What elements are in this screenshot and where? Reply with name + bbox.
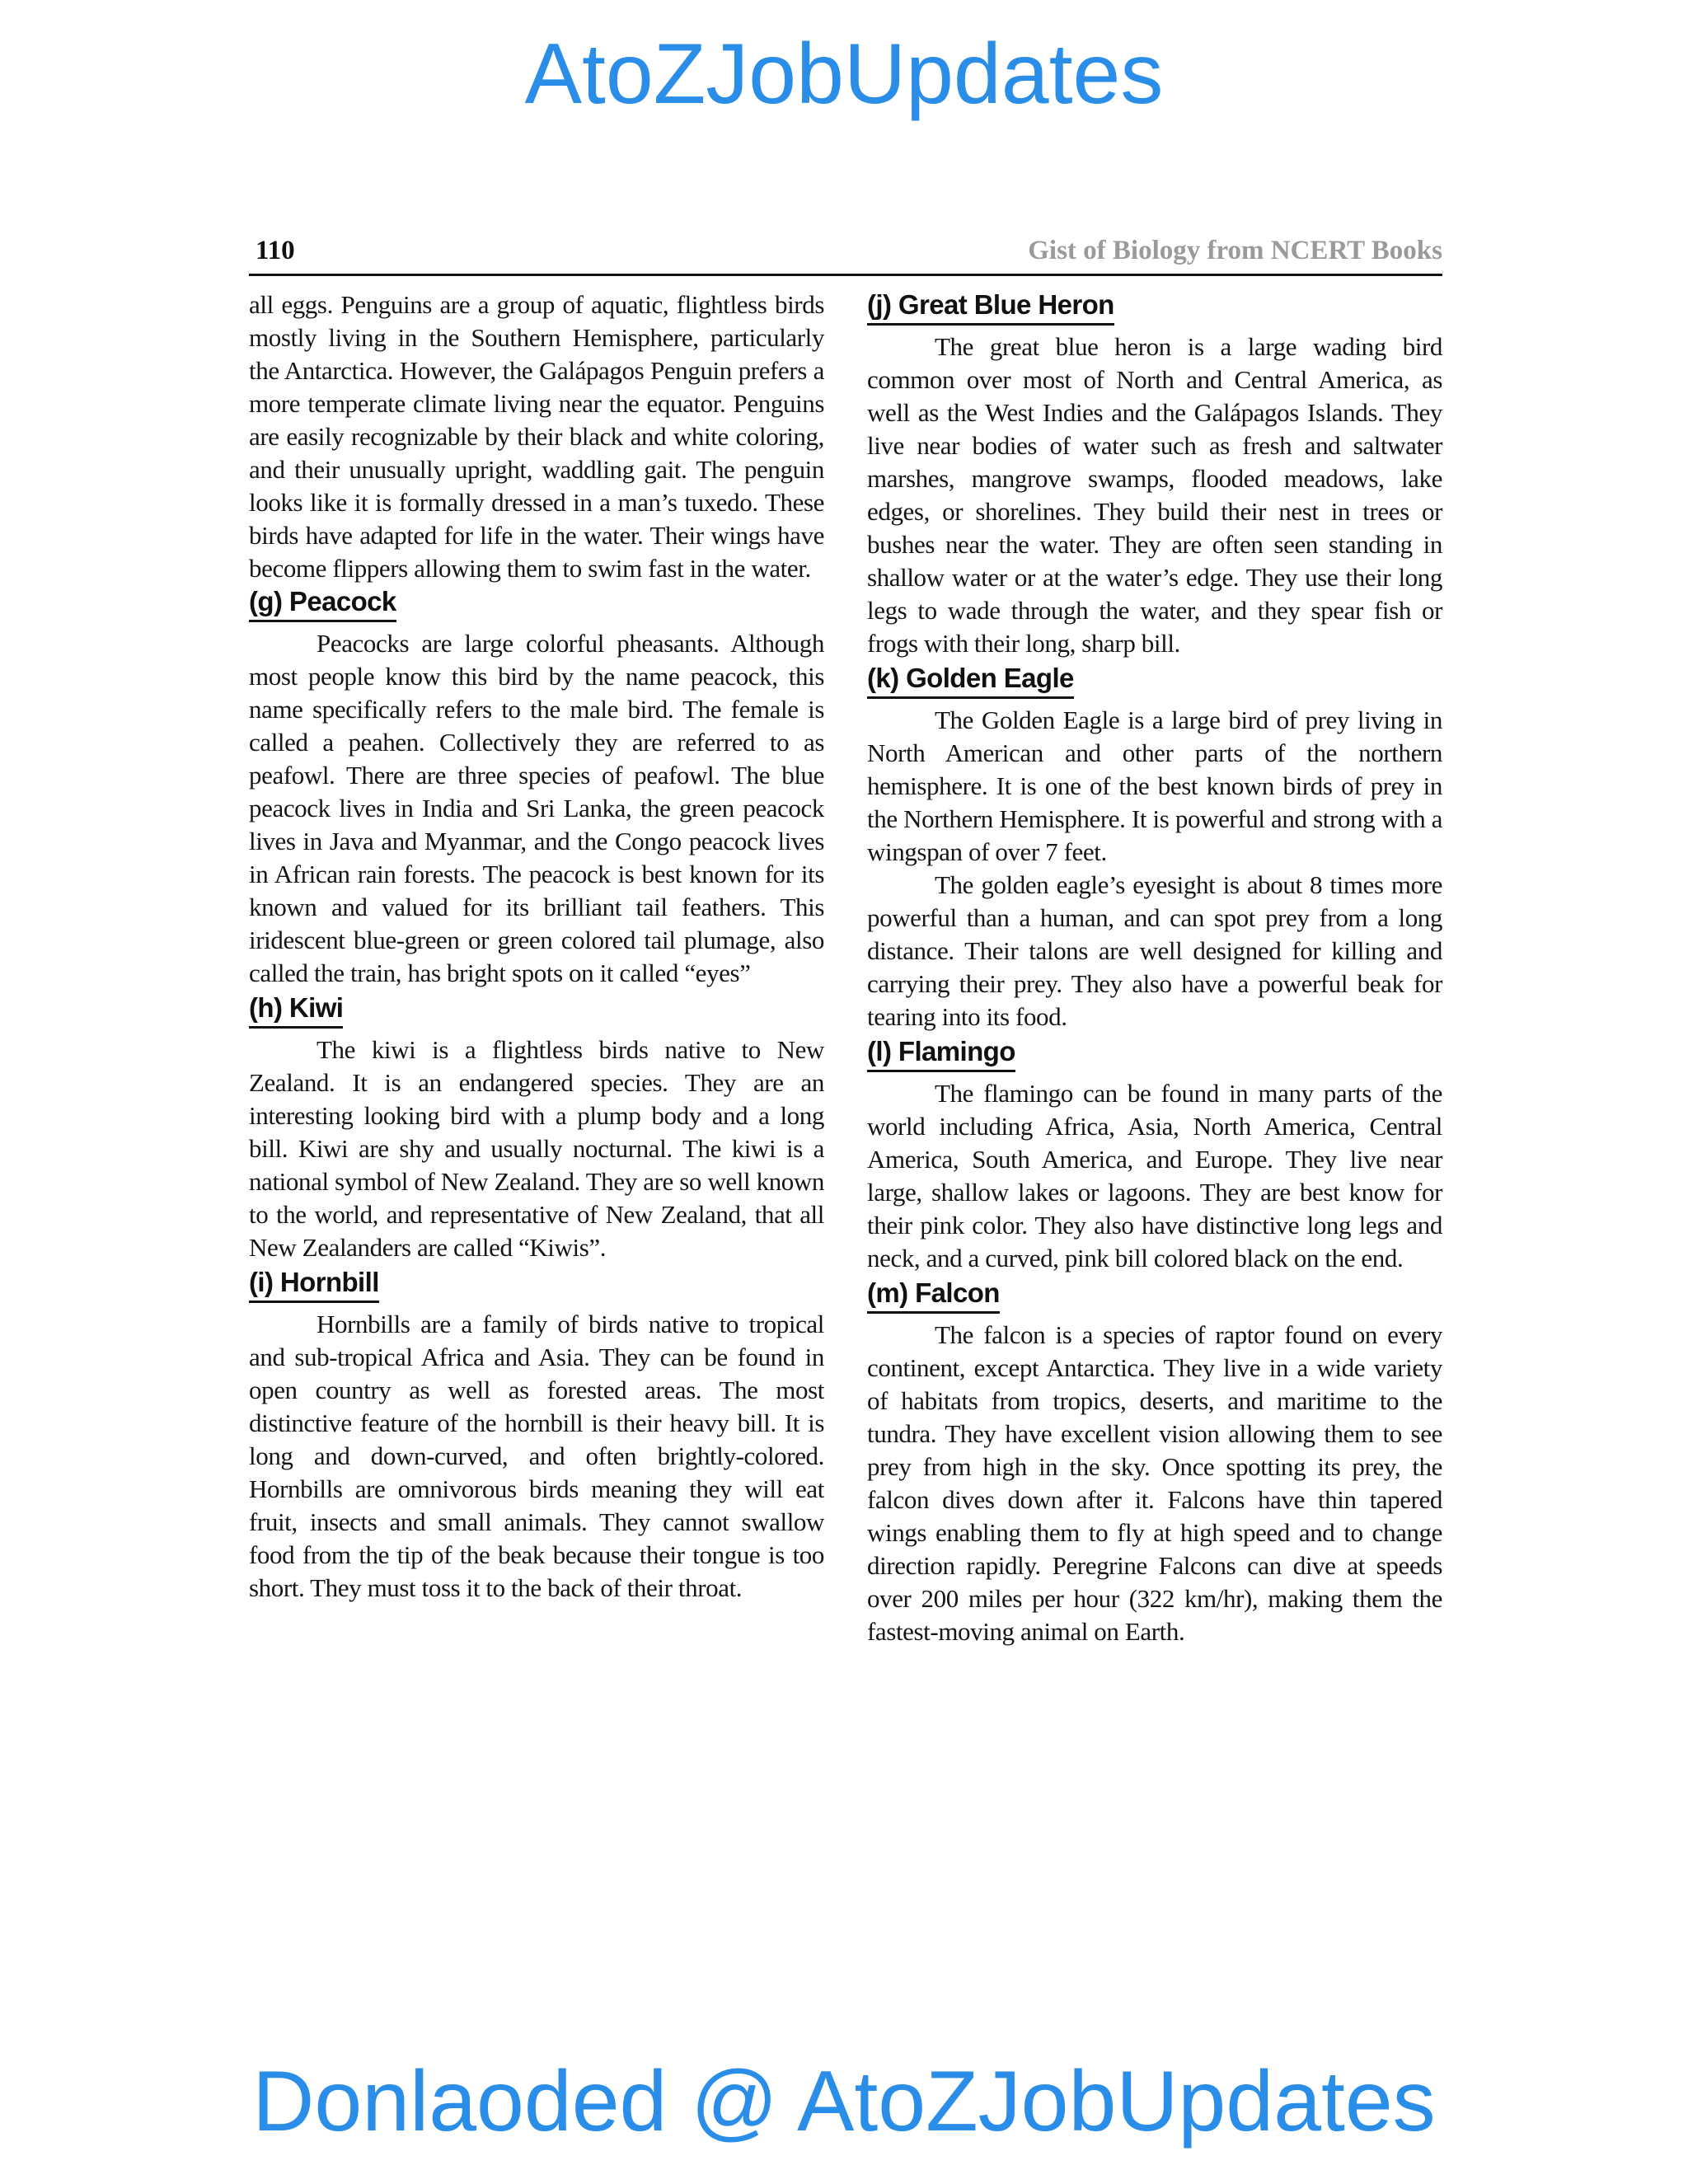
continuation-paragraph: all eggs. Penguins are a group of aquatic, flightless birds mostly living in the Southern Hemisphere, particularly the Antarctica. However, the Galápagos Penguin prefers a more temperate climate living near the equator. Penguins are easily recognizable by their black and white coloring, and their unusually upright, waddling gait. The penguin looks like it is formally dressed in a man’s tuxedo. These birds have adapted for life in the water. Their wings have become flippers allowing them to swim fast in the water. — [249, 290, 824, 583]
section-heading: (g) Peacock — [249, 585, 396, 622]
body-paragraph: The flamingo can be found in many parts of the world including Africa, Asia, North America, Central America, South America, and Europe. They live near large, shallow lakes or lagoons. They are best know for their pink color. They also have distinctive long legs and neck, and a curved, pink bill colored black on the end. — [867, 1079, 1442, 1272]
body-paragraph: The Golden Eagle is a large bird of prey living in North American and other parts of the northern hemisphere. It is one of the best known birds of prey in the Northern Hemisphere. It is powerful and strong with a wingspan of over 7 feet. — [867, 705, 1442, 866]
body-paragraph: The kiwi is a flightless birds native to New Zealand. It is an endangered species. They are an interesting looking bird with a plump body and a long bill. Kiwi are shy and usually nocturnal. The kiwi is a national symbol of New Zealand. They are so well known to the world, and representative of New Zealand, that all New Zealanders are called “Kiwis”. — [249, 1035, 824, 1262]
section-peacock — [249, 585, 824, 990]
section-falcon — [867, 1277, 1442, 1648]
watermark-bottom: Donlaoded @ AtoZJobUpdates — [252, 2054, 1436, 2149]
section-heading: (j) Great Blue Heron — [867, 288, 1114, 326]
book-title: Gist of Biology from NCERT Books — [1028, 236, 1442, 265]
left-column — [249, 288, 824, 1606]
body-paragraph: Peacocks are large colorful pheasants. Although most people know this bird by the name peacock, this name specifically refers to the male bird. The female is called a peahen. Collectively they are referred to as peafowl. There are three species of peafowl. The blue peacock lives in India and Sri Lanka, the green peacock lives in Java and Myanmar, and the Congo peacock lives in African rain forests. The peacock is best known for its known and valued for its brilliant tail feathers. This iridescent blue-green or green colored tail plumage, also called the train, has bright spots on it called “eyes” — [249, 629, 824, 987]
section-heading: (i) Hornbill — [249, 1266, 379, 1303]
section-flamingo — [867, 1035, 1442, 1275]
body-paragraph: The falcon is a species of raptor found on every continent, except Antarctica. They live in a wide variety of habitats from tropics, deserts, and maritime to the tundra. They have excellent vision allowing them to see prey from high in the sky. Once spotting its prey, the falcon dives down after it. Falcons have thin tapered wings enabling them to fly at high speed and to change direction rapidly. Peregrine Falcons can dive at speeds over 200 miles per hour (322 km/hr), making them the fastest-moving animal on Earth. — [867, 1320, 1442, 1646]
section-golden-eagle — [867, 662, 1442, 1033]
section-hornbill — [249, 1266, 824, 1605]
body-paragraph: The golden eagle’s eyesight is about 8 times more powerful than a human, and can spot prey from a long distance. Their talons are well designed for killing and carrying their prey. They also have a powerful beak for tearing into its food. — [867, 870, 1442, 1031]
page-number: 110 — [256, 236, 295, 265]
right-column — [867, 288, 1442, 1650]
body-paragraph: Hornbills are a family of birds native to tropical and sub-tropical Africa and Asia. They can be found in open country as well as forested areas. The most distinctive feature of the hornbill is their heavy bill. It is long and down-curved, and often brightly-colored. Hornbills are omnivorous birds meaning they will eat fruit, insects and small animals. They cannot swallow food from the tip of the beak because their tongue is too short. They must toss it to the back of their throat. — [249, 1310, 824, 1602]
section-heading: (m) Falcon — [867, 1277, 1000, 1314]
section-heading: (h) Kiwi — [249, 991, 343, 1029]
section-heading: (k) Golden Eagle — [867, 662, 1074, 699]
running-header — [249, 231, 1442, 276]
section-heading: (l) Flamingo — [867, 1035, 1015, 1072]
section-kiwi — [249, 991, 824, 1264]
watermark-top: AtoZJobUpdates — [524, 26, 1164, 122]
body-paragraph: The great blue heron is a large wading bird common over most of North and Central America, as well as the West Indies and the Galápagos Islands. They live near bodies of water such as fresh and saltwater marshes, mangrove swamps, flooded meadows, lake edges, or shorelines. They build their nest in trees or bushes near the water. They are often seen standing in shallow water or at the water’s edge. They use their long legs to wade through the water, and they spear fish or frogs with their long, sharp bill. — [867, 332, 1442, 658]
section-great-blue-heron — [867, 288, 1442, 660]
